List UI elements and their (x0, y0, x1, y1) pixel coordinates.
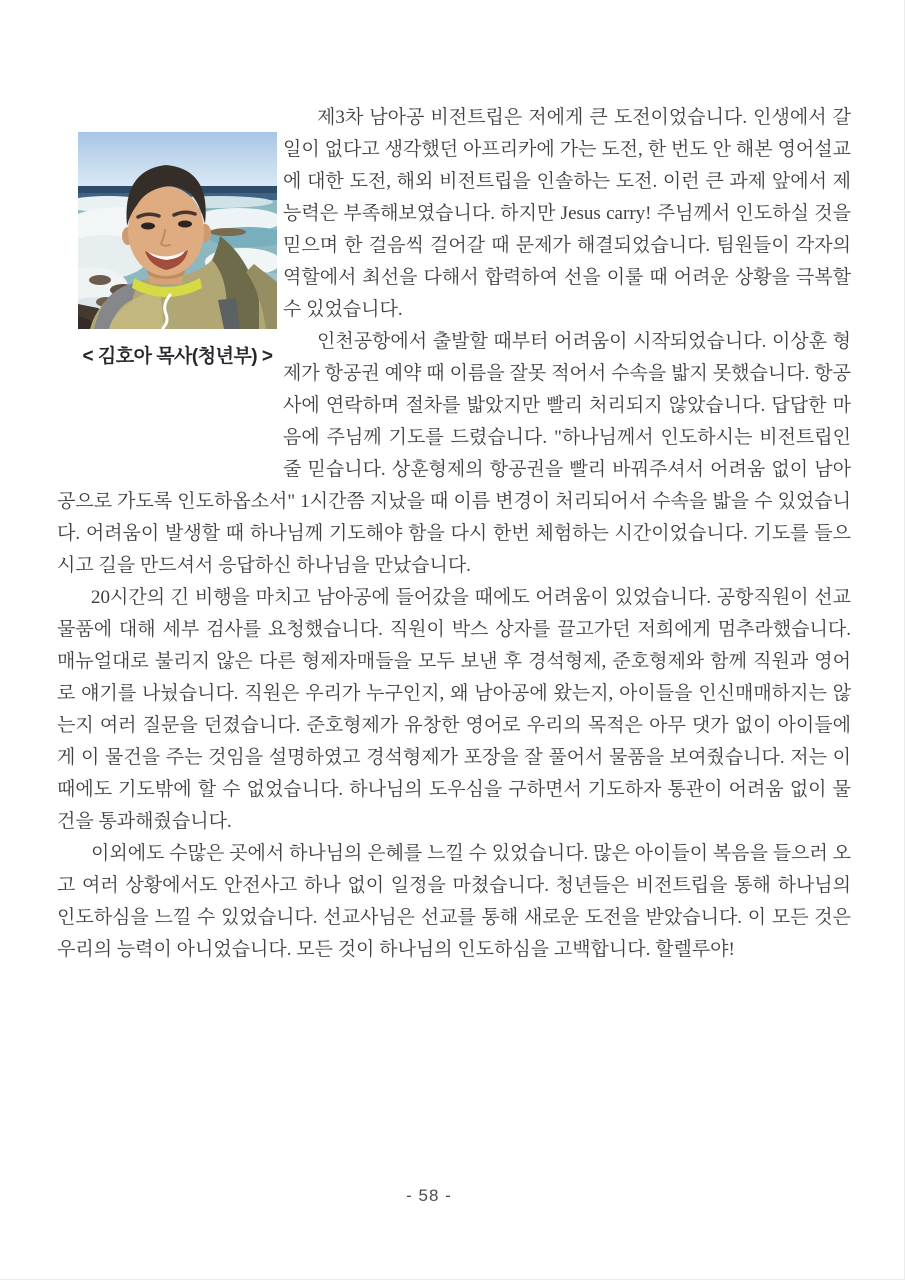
paragraph-1: 제3차 남아공 비전트립은 저에게 큰 도전이었습니다. 인생에서 갈 일이 없다고 생각했던 아프리카에 가는 도전, 한 번도 안 해본 영어설교에 대한 도전, 해외 비전트립을 인솔하는 도전. 이런 큰 과제 앞에서 제 능력은 부족해보였습니다. 하지만 Jesus carry! 주님께서 인도하실 것을 믿으며 한 걸음씩 걸어갈 때 문제가 해결되었습니다. 팀원들이 각자의 역할에서 최선을 다해서 합력하여 선을 이룰 때 어려운 상황을 극복할 수 있었습니다. (283, 107, 851, 320)
photo-block (57, 102, 283, 458)
profile-photo (78, 132, 277, 329)
paragraph-3: 20시간의 긴 비행을 마치고 남아공에 들어갔을 때에도 어려움이 있었습니다. 공항직원이 선교물품에 대해 세부 검사를 요청했습니다. 직원이 박스 상자를 끌고가던 저희에게 멈추라했습니다. 매뉴얼대로 불리지 않은 다른 형제자매들을 모두 보낸 후 경석형제, 준호형제와 함께 직원과 영어로 얘기를 나눴습니다. 직원은 우리가 누구인지, 왜 남아공에 왔는지, 아이들을 인신매매하지는 않는지 여러 질문을 던졌습니다. 준호형제가 유창한 영어로 우리의 목적은 아무 댓가 없이 아이들에게 이 물건을 주는 것임을 설명하였고 경석형제가 포장을 잘 풀어서 물품을 보여줬습니다. 저는 이 때에도 기도밖에 할 수 없었습니다. 하나님의 도우심을 구하면서 기도하자 통관이 어려움 없이 물건을 통과해줬습니다. (57, 587, 851, 832)
paragraph-2: 인천공항에서 출발할 때부터 어려움이 시작되었습니다. 이상훈 형제가 항공권 예약 때 이름을 잘못 적어서 수속을 밟지 못했습니다. 항공사에 연락하며 절차를 밟았지만 빨리 처리되지 않았습니다. 답답한 마음에 주님께 기도를 드렸습니다. "하나님께서 인도하시는 비전트립인 줄 믿습니다. 상훈형제의 항공권을 빨리 바꿔주셔서 어려움 없이 남아공으로 가도록 인도하옵소서" 1시간쯤 지났을 때 이름 변경이 처리되어서 수속을 밟을 수 있었습니다. 어려움이 발생할 때 하나님께 기도해야 함을 다시 한번 체험하는 시간이었습니다. 기도를 들으시고 길을 만드셔서 응답하신 하나님을 만났습니다. (57, 331, 851, 576)
page-number: - 58 - (406, 1186, 452, 1205)
article-body (57, 102, 851, 966)
paragraph-4: 이외에도 수많은 곳에서 하나님의 은혜를 느낄 수 있었습니다. 많은 아이들이 복음을 들으러 오고 여러 상황에서도 안전사고 하나 없이 일정을 마쳤습니다. 청년들은 비전트립을 통해 하나님의 인도하심을 느낄 수 있었습니다. 선교사님은 선교를 통해 새로운 도전을 받았습니다. 이 모든 것은 우리의 능력이 아니었습니다. 모든 것이 하나님의 인도하심을 고백합니다. 할렐루야! (57, 843, 851, 960)
photo-caption: < 김호아 목사(청년부) > (82, 346, 273, 367)
